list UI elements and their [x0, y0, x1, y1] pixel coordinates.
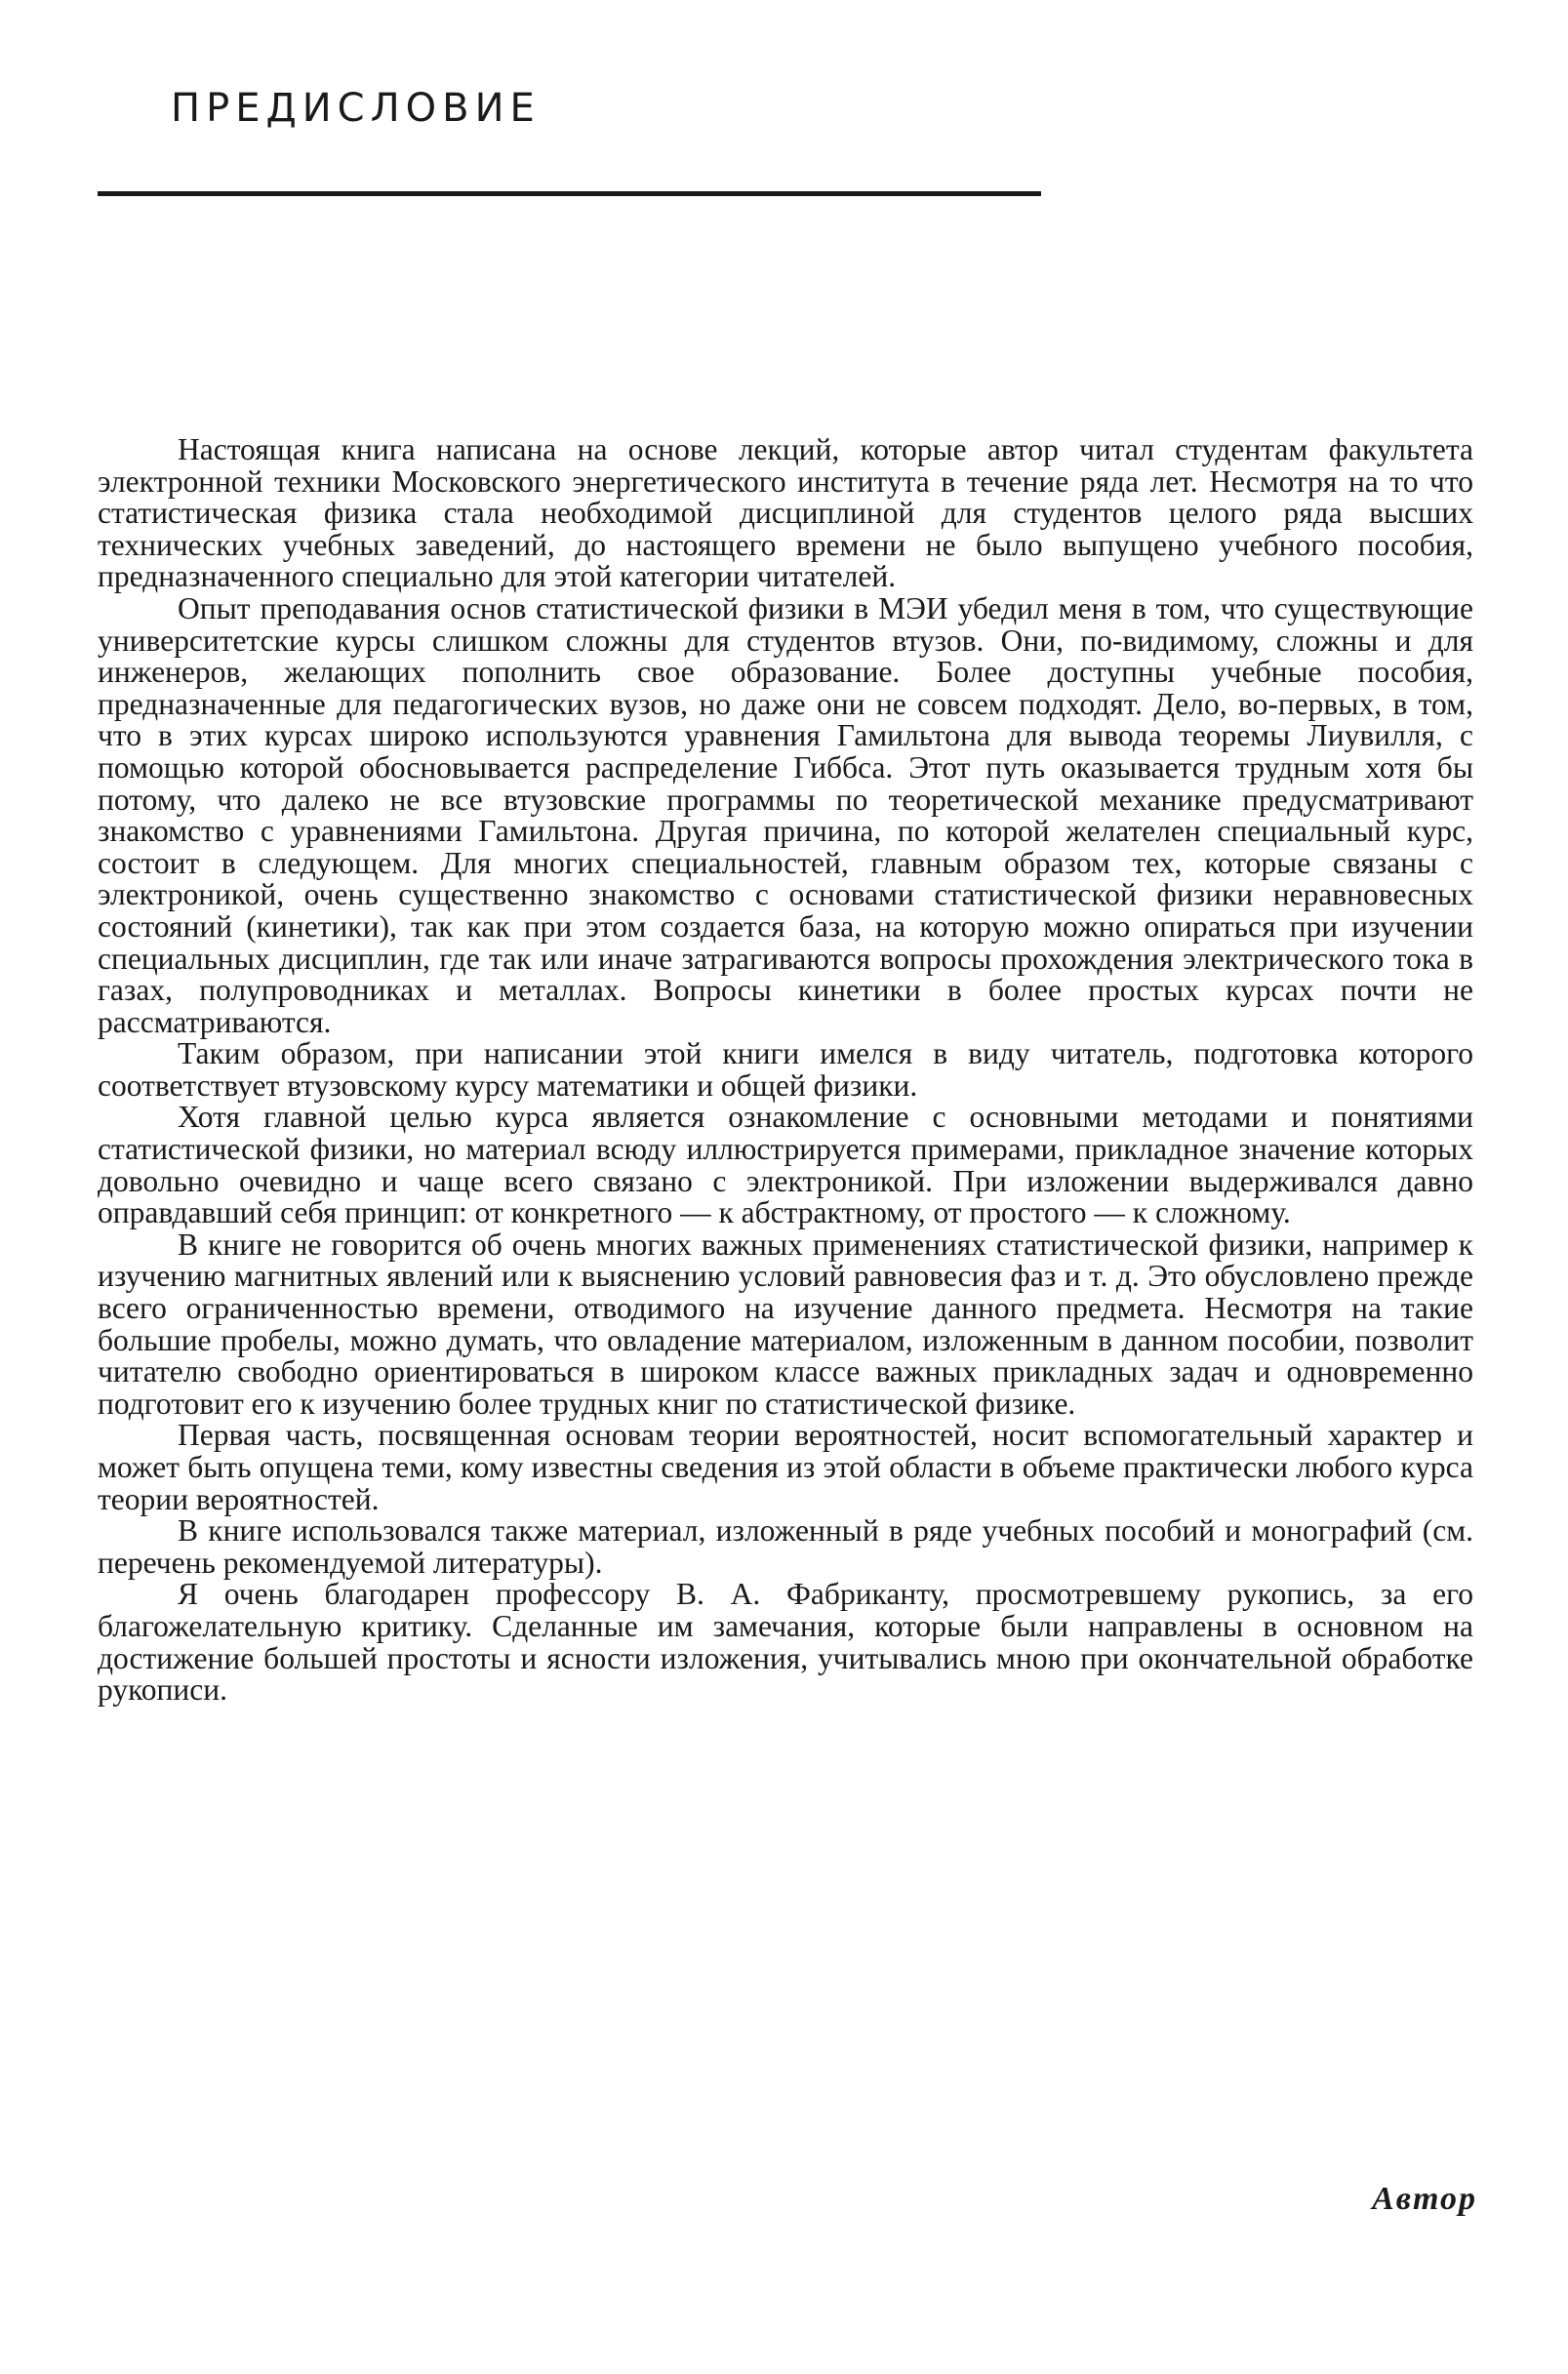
paragraph-6: Первая часть, посвященная основам теории вероятностей, носит вспомогательный характер и может быть опущена теми, кому известны сведения из этой области в объеме практически любого курса теории вероятностей. [98, 1418, 1473, 1516]
paragraph-8: Я очень благодарен профессору В. А. Фабриканту, просмотревшему рукопись, за его благожелательную критику. Сделанные им замечания, которые были направлены в основном на достижение большей простоты и ясности изложения, учитывались мною при окончательной обработке рукописи. [98, 1577, 1473, 1708]
title-underline [98, 191, 1041, 196]
page-title: ПРЕДИСЛОВИЕ [171, 86, 541, 131]
paragraph-2: Опыт преподавания основ статистической физики в МЭИ убедил меня в том, что существующие университетские курсы слишком сложны для студентов втузов. Они, по-видимому, сложны и для инженеров, желающих пополнить свое образование. Более доступны учебные пособия, предназначенные для педагогических вузов, но даже они не совсем подходят. Дело, во-первых, в том, что в этих курсах широко используются уравнения Гамильтона для вывода теоремы Лиувилля, с помощью которой обосновывается распределение Гиббса. Этот путь оказывается трудным хотя бы потому, что далеко не все втузовские программы по теоретической механике предусматривают знакомство с уравнениями Гамильтона. Другая причина, по которой желателен специальный курс, состоит в следующем. Для многих специальностей, главным образом тех, которые связаны с электроникой, очень существенно знакомство с основами статистической физики неравновесных состояний (кинетики), так как при этом создается база, на которую можно опираться при изучении специальных дисциплин, где так или иначе затрагиваются вопросы прохождения электрического тока в газах, полупроводниках и металлах. Вопросы кинетики в более простых курсах почти не рассматриваются. [98, 590, 1473, 1039]
author-signature: Автор [1372, 2181, 1477, 2217]
paragraph-5: В книге не говорится об очень многих важных применениях статистической физики, например к изучению магнитных явлений или к выяснению условий равновесия фаз и т. д. Это обусловлено прежде всего ограниченностью времени, отводимого на изучение данного предмета. Несмотря на такие большие пробелы, можно думать, что овладение материалом, изложенным в данном пособии, позволит читателю свободно ориентироваться в широком классе важных прикладных задач и одновременно подготовит его к изучению более трудных книг по статистической физике. [98, 1227, 1473, 1421]
paragraph-3: Таким образом, при написании этой книги имелся в виду читатель, подготовка которого соответствует втузовскому курсу математики и общей физики. [98, 1036, 1473, 1103]
preface-body [98, 434, 1473, 1707]
paragraph-7: В книге использовался также материал, изложенный в ряде учебных пособий и монографий (см. перечень рекомендуемой литературы). [98, 1513, 1473, 1580]
paragraph-1: Настоящая книга написана на основе лекций, которые автор читал студентам факультета электронной техники Московского энергетического института в течение ряда лет. Несмотря на то что статистическая физика стала необходимой дисциплиной для студентов целого ряда высших технических учебных заведений, до настоящего времени не было выпущено учебного пособия, предназначенного специально для этой категории читателей. [98, 432, 1473, 594]
paragraph-4: Хотя главной целью курса является ознакомление с основными методами и понятиями статистической физики, но материал всюду иллюстрируется примерами, прикладное значение которых довольно очевидно и чаще всего связано с электроникой. При изложении выдерживался давно оправдавший себя принцип: от конкретного — к абстрактному, от простого — к сложному. [98, 1100, 1473, 1230]
